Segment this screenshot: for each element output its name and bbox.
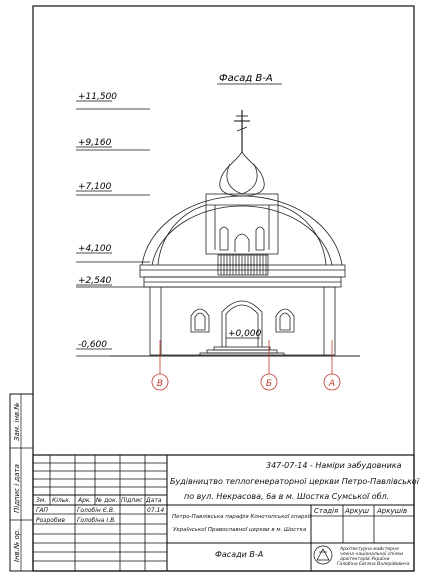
stage-header: Стадія: [314, 507, 339, 515]
level-label: +2,540: [78, 276, 112, 286]
parish-line: Петро-Павлівська парафія Конотопської єпархії: [172, 514, 311, 520]
sheet-name: Фасади В-А: [215, 550, 264, 559]
floor-mark-label: +0,000: [228, 329, 262, 339]
axis-label: Б: [265, 379, 273, 389]
church-facade: [110, 110, 360, 356]
balcony-railing: [218, 255, 268, 275]
name-cell: Голобіна І.В.: [77, 517, 117, 524]
grid-axes: [152, 340, 340, 390]
table-header: Кільк.: [52, 497, 71, 504]
axis-label: А: [328, 379, 336, 389]
table-header: Підпис: [121, 497, 143, 504]
stage-header: Аркушів: [377, 507, 408, 515]
org-line: члена національної спілки: [340, 552, 403, 557]
role-cell: ГАП: [36, 507, 48, 514]
side-stamp-label: Зам. інв.№: [13, 402, 21, 441]
name-cell: Голобін Є.В.: [77, 507, 115, 514]
date-cell: 07.14: [147, 507, 165, 514]
org-line: Архітектурна майстерня: [340, 547, 399, 552]
role-cell: Розробив: [36, 517, 66, 524]
org-emblem: [314, 546, 332, 564]
side-stamp-label: Інв.№ ор.: [13, 528, 21, 562]
level-label: +7,100: [78, 182, 112, 192]
parish-line: Української Православної церкви в м. Шостка: [173, 527, 307, 533]
side-stamp-label: Підпис і дата: [13, 464, 21, 513]
level-label: +9,160: [78, 138, 112, 148]
view-title: Фасад В-А: [219, 73, 273, 84]
table-header: Дата: [146, 497, 162, 504]
table-header: Зм.: [36, 497, 47, 504]
level-label: +11,500: [78, 92, 118, 102]
axis-label: В: [156, 379, 164, 389]
level-label: -0,600: [78, 340, 108, 350]
level-label: +4,100: [78, 244, 112, 254]
table-header: № док.: [96, 497, 118, 504]
stage-header: Аркуш: [345, 507, 370, 515]
table-header: Арк.: [78, 497, 92, 504]
sheet-frame: [33, 6, 414, 571]
project-line: Будівництво теплогенераторної церкви Петро-Павлівської: [170, 477, 419, 486]
project-line: по вул. Некрасова, 6а в м. Шостка Сумської обл.: [184, 492, 390, 501]
org-line: Голобіна Євгена Валерійовича: [337, 562, 410, 567]
org-line: архітекторів України: [340, 557, 390, 562]
drawing-code: 347-07-14 - Наміри забудовника: [266, 461, 402, 470]
